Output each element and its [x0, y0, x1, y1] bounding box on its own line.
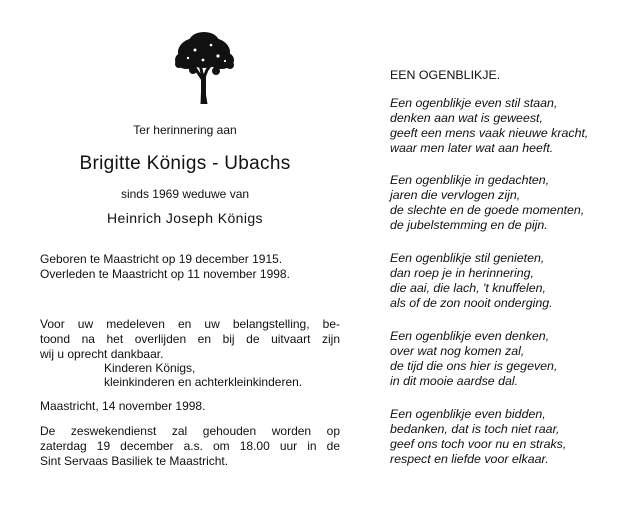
death-text: Overleden te Maastricht op 11 november 1998. — [40, 267, 290, 281]
poem-line: denken aan wat is geweest, — [390, 111, 543, 125]
poem-line: waar men later wat aan heeft. — [390, 141, 554, 155]
poem-line: geef ons toch voor nu en straks, — [390, 437, 567, 451]
poem-line: die aai, die lach, 't knuffelen, — [390, 281, 546, 295]
poem-line: respect en liefde voor elkaar. — [390, 452, 549, 466]
intro-text: Ter herinnering aan — [133, 123, 237, 137]
service-line: Sint Servaas Basiliek te Maastricht. — [40, 454, 229, 468]
widow-since-text: sinds 1969 weduwe van — [120, 187, 250, 201]
service-line: De zeswekendienst zal gehouden worden op — [40, 424, 340, 438]
poem-line: bedanken, dat is toch niet raar, — [390, 422, 560, 436]
poem-title: EEN OGENBLIKJE. — [390, 68, 501, 82]
poem-line: over wat nog komen zal, — [390, 344, 525, 358]
poem-line: Een ogenblikje even bidden, — [390, 407, 546, 421]
deceased-name: Brigitte Königs - Ubachs — [79, 153, 291, 174]
thanks-line: Voor uw medeleven en uw belangstelling, be- — [40, 317, 340, 331]
husband-name: Heinrich Joseph Königs — [107, 210, 263, 226]
tree-icon — [173, 30, 235, 104]
poem-line: Een ogenblikje even denken, — [390, 329, 550, 343]
poem-line: jaren die vervlogen zijn, — [390, 188, 521, 202]
family-line: kleinkinderen en achterkleinkinderen. — [104, 375, 303, 389]
poem-line: als of de zon nooit onderging. — [390, 296, 553, 310]
place-date-text: Maastricht, 14 november 1998. — [40, 399, 206, 413]
service-line: zaterdag 19 december a.s. om 18.00 uur in de — [40, 439, 340, 453]
poem-line: Een ogenblikje even stil staan, — [390, 96, 558, 110]
poem-line: de jubelstemming en de pijn. — [390, 218, 548, 232]
thanks-line: toond na het overlijden en bij de uitvaart zijn — [40, 332, 340, 346]
poem-line: in dit mooie aardse dal. — [390, 374, 519, 388]
birth-text: Geboren te Maastricht op 19 december 1915. — [40, 252, 283, 266]
poem-line: dan roep je in herinnering, — [390, 266, 534, 280]
thanks-line: wij u oprecht dankbaar. — [40, 347, 164, 361]
poem-line: Een ogenblikje in gedachten, — [390, 173, 550, 187]
poem-line: Een ogenblikje stil genieten, — [390, 251, 545, 265]
poem-line: de tijd die ons hier is gegeven, — [390, 359, 558, 373]
poem-line: de slechte en de goede momenten, — [390, 203, 585, 217]
family-line: Kinderen Königs, — [104, 361, 196, 375]
poem-line: geeft een mens vaak nieuwe kracht, — [390, 126, 589, 140]
